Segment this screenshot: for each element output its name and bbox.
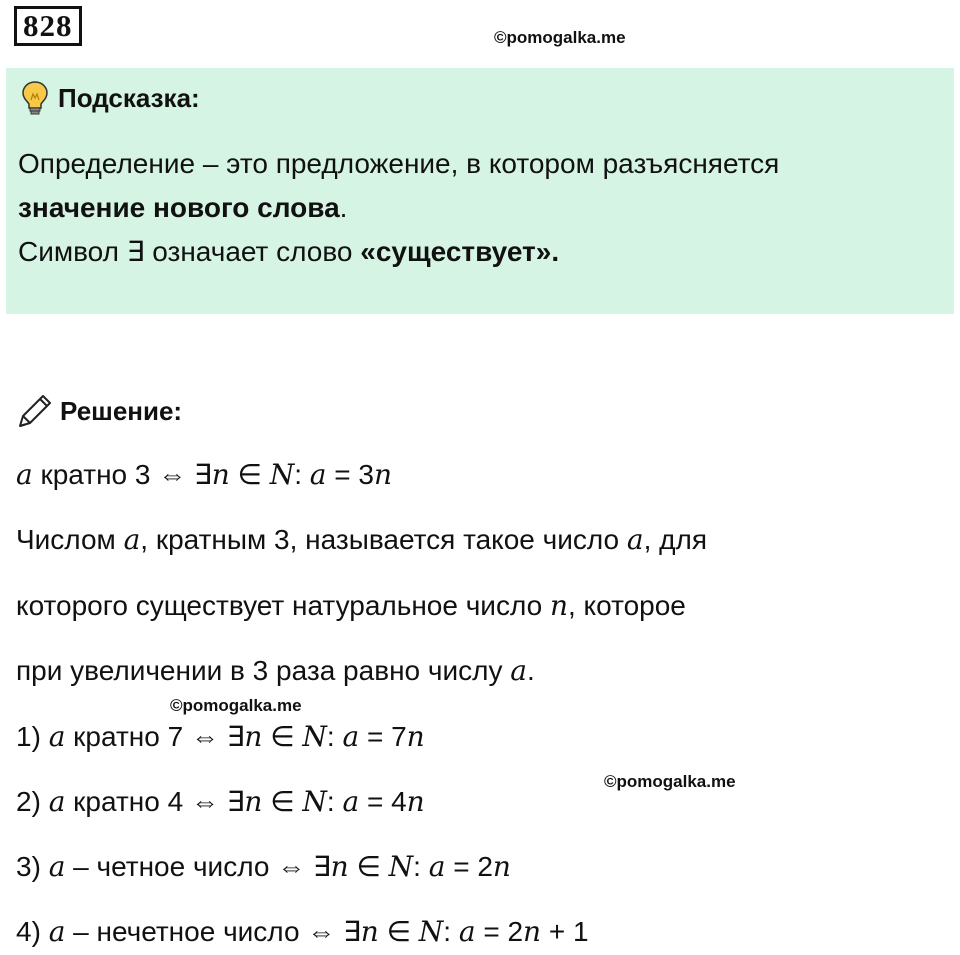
lightbulb-icon <box>20 80 50 116</box>
answer-item-3: 3) a – четное число ⇔ ∃n ∈ N: a = 2n <box>16 850 511 883</box>
hint-line-3: Символ ∃ означает слово «существует». <box>18 236 560 267</box>
hint-box <box>6 68 954 314</box>
answer-item-2: 2) a кратно 4 ⇔ ∃n ∈ N: a = 4n <box>16 785 425 818</box>
hint-line-2: значение нового слова. <box>18 192 348 223</box>
hint-title: Подсказка: <box>58 82 200 113</box>
watermark: ©pomogalka.me <box>494 28 626 47</box>
hint-line-1: Определение – это предложение, в котором разъясняется <box>18 148 780 179</box>
hint-heading <box>20 80 200 116</box>
answer-item-4: 4) a – нечетное число ⇔ ∃n ∈ N: a = 2n + 1 <box>16 915 589 948</box>
pencil-icon <box>16 392 54 430</box>
definition-line: a кратно 3 ⇔ ∃n ∈ N: a = 3n <box>16 458 393 491</box>
watermark-2: ©pomogalka.me <box>170 696 302 715</box>
explanation-line-2: которого существует натуральное число n, которое <box>16 589 686 622</box>
solution-title: Решение: <box>60 395 183 426</box>
problem-number: 828 <box>14 6 82 46</box>
explanation-line-3: при увеличении в 3 раза равно числу a. <box>16 654 535 687</box>
hint-text <box>18 142 779 274</box>
solution-heading <box>16 392 182 430</box>
explanation-line-1: Числом a, кратным 3, называется такое число a, для <box>16 523 707 556</box>
watermark-3: ©pomogalka.me <box>604 772 736 791</box>
answer-item-1: 1) a кратно 7 ⇔ ∃n ∈ N: a = 7n <box>16 720 425 753</box>
